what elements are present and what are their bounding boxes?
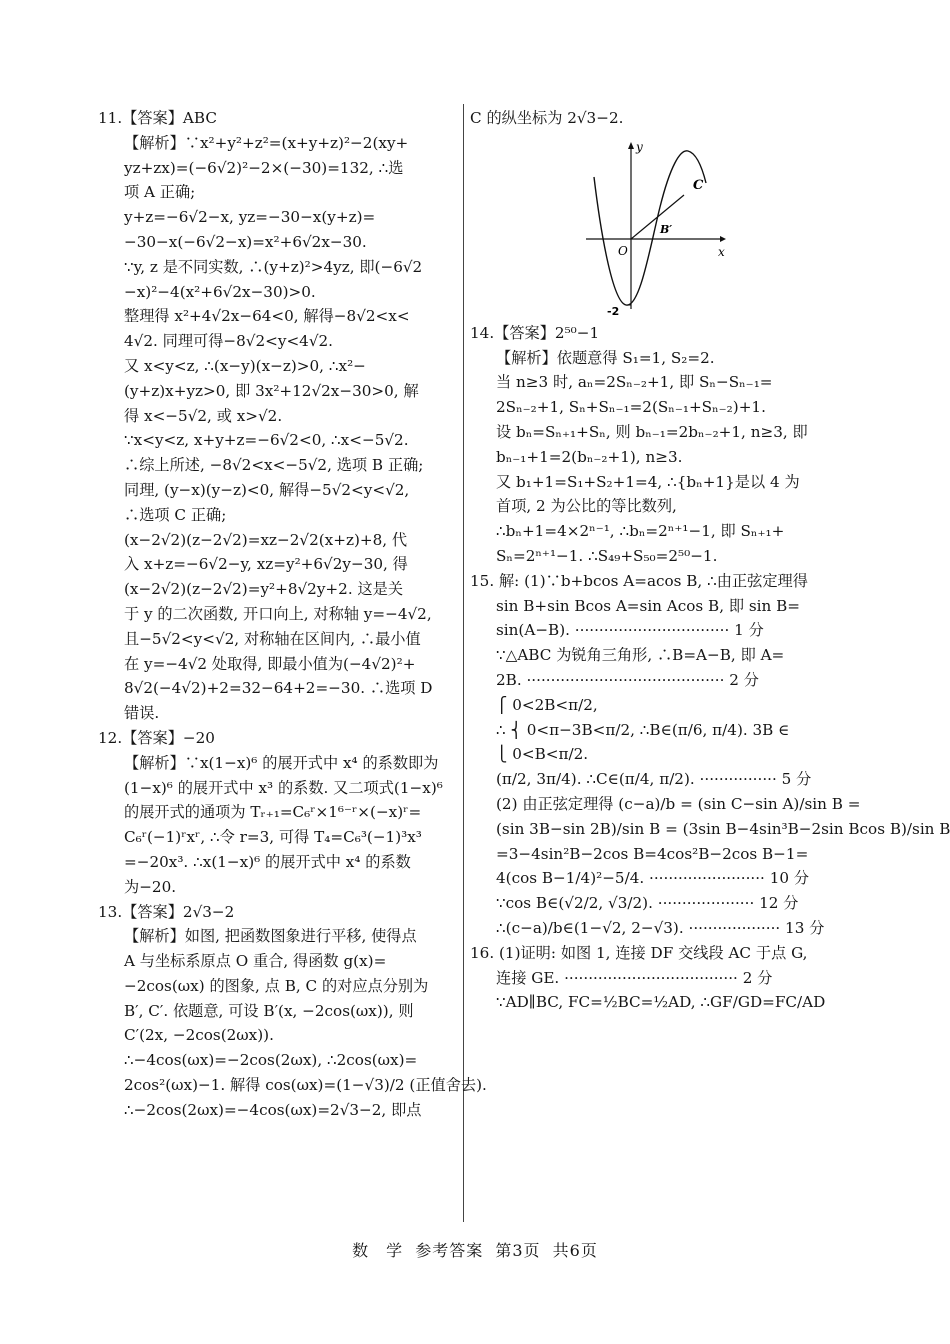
text-line: sin(A−B). ································ 1 分 [496,621,764,640]
left-column [98,106,487,1123]
text-line: 13.【答案】2√3−2 [98,902,235,921]
text-line: 设 bₙ=Sₙ₊₁+Sₙ, 则 bₙ₋₁=2bₙ₋₂+1, n≥3, 即 [496,422,808,441]
text-line: y+z=−6√2−x, yz=−30−x(y+z)= [124,208,376,227]
text-line: ∵y, z 是不同实数, ∴(y+z)²>4yz, 即(−6√2 [124,257,423,276]
x-axis-label: x [718,244,725,259]
text-line: A 与坐标系原点 O 重合, 得函数 g(x)= [124,952,387,971]
text-line: C₆ʳ(−1)ʳxʳ, ∴令 r=3, 可得 T₄=C₆³(−1)³x³ [124,828,422,847]
text-line: −x)²−4(x²+6√2x−30)>0. [124,282,316,301]
text-line: 14.【答案】2⁵⁰−1 [470,323,600,342]
text-line: ∴−4cos(ωx)=−2cos(2ωx), ∴2cos(ωx)= [124,1051,418,1070]
text-line: B′, C′. 依题意, 可设 B′(x, −2cos(ωx)), 则 [124,1001,414,1020]
text-line: bₙ₋₁+1=2(bₙ₋₂+1), n≥3. [496,447,683,466]
text-line: ∴ ⎨ 0<π−3B<π/2, ∴B∈(π/6, π/4). 3B ∈ [496,720,790,739]
text-line: 错误. [124,704,160,723]
y-axis-arrow [628,142,634,149]
text-line: (2) 由正弦定理得 (c−a)/b = (sin C−sin A)/sin B = [496,794,861,813]
text-line: 于 y 的二次函数, 开口向上, 对称轴 y=−4√2, [124,604,432,623]
text-line: ∴(c−a)/b∈(1−√2, 2−√3). ··················· 13 分 [496,918,825,937]
column-divider [463,104,464,1222]
footer-page: 第3页 [495,1241,541,1260]
text-line: 且−5√2<y<√2, 对称轴在区间内, ∴最小值 [124,629,421,648]
cosine-graph [580,137,730,317]
text-line: 【解析】依题意得 S₁=1, S₂=2. [496,348,715,367]
text-line: 2B. ········································· 2 分 [496,670,759,689]
text-line: (x−2√2)(z−2√2)=y²+8√2y+2. 这是关 [124,580,404,599]
text-line: 整理得 x²+4√2x−64<0, 解得−8√2<x< [124,307,410,326]
right-column [470,106,950,1015]
page-footer [0,1238,950,1261]
text-line: 得 x<−5√2, 或 x>√2. [124,406,283,425]
text-line: yz+zx)=(−6√2)²−2×(−30)=132, ∴选 [124,158,404,177]
problem-13-continuation: C 的纵坐标为 2√3−2. [470,109,624,127]
text-line: 12.【答案】−20 [98,728,215,747]
text-line: 的展开式的通项为 Tᵣ₊₁=C₆ʳ×1⁶⁻ʳ×(−x)ʳ= [124,803,422,822]
text-line: ⎩ 0<B<π/2. [496,745,589,764]
y-axis-label: y [636,139,643,154]
text-line: 【解析】∵x²+y²+z²=(x+y+z)²−2(xy+ [124,133,409,152]
text-line: 在 y=−4√2 处取得, 即最小值为(−4√2)²+ [124,654,416,673]
footer-label: 参考答案 [415,1241,484,1260]
text-line: =−20x³. ∴x(1−x)⁶ 的展开式中 x⁴ 的系数 [124,852,411,871]
right-column-text [470,321,950,1015]
text-line: 当 n≥3 时, aₙ=2Sₙ₋₂+1, 即 Sₙ−Sₙ₋₁= [496,373,773,392]
neg-two-label: -2 [607,304,620,318]
text-line: 同理, (y−x)(y−z)<0, 解得−5√2<y<√2, [124,480,410,499]
point-b-label: B′ [660,222,673,236]
cosine-curve [594,151,706,305]
text-line: 入 x+z=−6√2−y, xz=y²+6√2y−30, 得 [124,555,408,574]
text-line: ∵x<y<z, x+y+z=−6√2<0, ∴x<−5√2. [124,431,409,450]
text-line: (1−x)⁶ 的展开式中 x³ 的系数. 又二项式(1−x)⁶ [124,778,443,797]
text-line: 又 b₁+1=S₁+S₂+1=4, ∴{bₙ+1}是以 4 为 [496,472,800,491]
text-line: ∵AD∥BC, FC=½BC=½AD, ∴GF/GD=FC/AD [496,993,826,1012]
text-line: 8√2(−4√2)+2=32−64+2=−30. ∴选项 D [124,679,433,698]
text-line: ∴bₙ+1=4×2ⁿ⁻¹, ∴bₙ=2ⁿ⁺¹−1, 即 Sₙ₊₁+ [496,522,785,541]
text-line: −30−x(−6√2−x)=x²+6√2x−30. [124,232,367,251]
text-line: 【解析】∵x(1−x)⁶ 的展开式中 x⁴ 的系数即为 [124,753,439,772]
text-line: 为−20. [124,877,177,896]
text-line: (π/2, 3π/4). ∴C∈(π/4, π/2). ················ 5 分 [496,770,812,789]
cosine-graph-figure [470,131,830,321]
text-line: −2cos(ωx) 的图象, 点 B, C 的对应点分别为 [124,976,429,995]
text-line: (sin 3B−sin 2B)/sin B = (3sin B−4sin³B−2sin Bcos B)/sin B [496,819,950,838]
text-line: =3−4sin²B−2cos B=4cos²B−2cos B−1= [496,844,809,863]
text-line: 11.【答案】ABC [98,109,217,127]
origin-label: O [618,243,628,258]
text-line: ∵△ABC 为锐角三角形, ∴B=A−B, 即 A= [496,646,785,665]
text-line: 16. (1)证明: 如图 1, 连接 DF 交线段 AC 于点 G, [470,943,808,962]
footer-subject: 数 学 [352,1241,404,1260]
text-line: 首项, 2 为公比的等比数列, [496,497,677,516]
left-column-text [98,106,487,1123]
text-line: 又 x<y<z, ∴(x−y)(x−z)>0, ∴x²− [124,356,366,375]
text-line: sin B+sin Bcos A=sin Acos B, 即 sin B= [496,596,801,615]
text-line: (y+z)x+yz>0, 即 3x²+12√2x−30>0, 解 [124,381,419,400]
text-line: (x−2√2)(z−2√2)=xz−2√2(x+z)+8, 代 [124,530,408,549]
origin-to-c-line [631,195,684,239]
text-line: 项 A 正确; [124,183,196,202]
text-line: ⎧ 0<2B<π/2, [496,695,598,714]
text-line: 2cos²(ωx)−1. 解得 cos(ωx)=(1−√3)/2 (正值舍去). [124,1076,487,1095]
text-line: 2Sₙ₋₂+1, Sₙ+Sₙ₋₁=2(Sₙ₋₁+Sₙ₋₂)+1. [496,398,766,417]
text-line: C′(2x, −2cos(2ωx)). [124,1026,274,1045]
text-line: 4√2. 同理可得−8√2<y<4√2. [124,332,333,351]
text-line: ∴选项 C 正确; [124,505,227,524]
text-line: ∴−2cos(2ωx)=−4cos(ωx)=2√3−2, 即点 [124,1100,422,1119]
text-line: 连接 GE. ···································· 2 分 [496,968,773,987]
text-line: 15. 解: (1)∵b+bcos A=acos B, ∴由正弦定理得 [470,571,808,590]
text-line: ∵cos B∈(√2/2, √3/2). ···················· 12 分 [496,894,799,913]
point-c-label: C [693,177,704,193]
text-line: 【解析】如图, 把函数图象进行平移, 使得点 [124,927,417,946]
x-axis-arrow [720,236,726,242]
text-line: 4(cos B−1/4)²−5/4. ························ 10 分 [496,869,810,888]
footer-total: 共6页 [552,1241,598,1260]
text-line: Sₙ=2ⁿ⁺¹−1. ∴S₄₉+S₅₀=2⁵⁰−1. [496,546,718,565]
text-line: ∴综上所述, −8√2<x<−5√2, 选项 B 正确; [124,456,424,475]
